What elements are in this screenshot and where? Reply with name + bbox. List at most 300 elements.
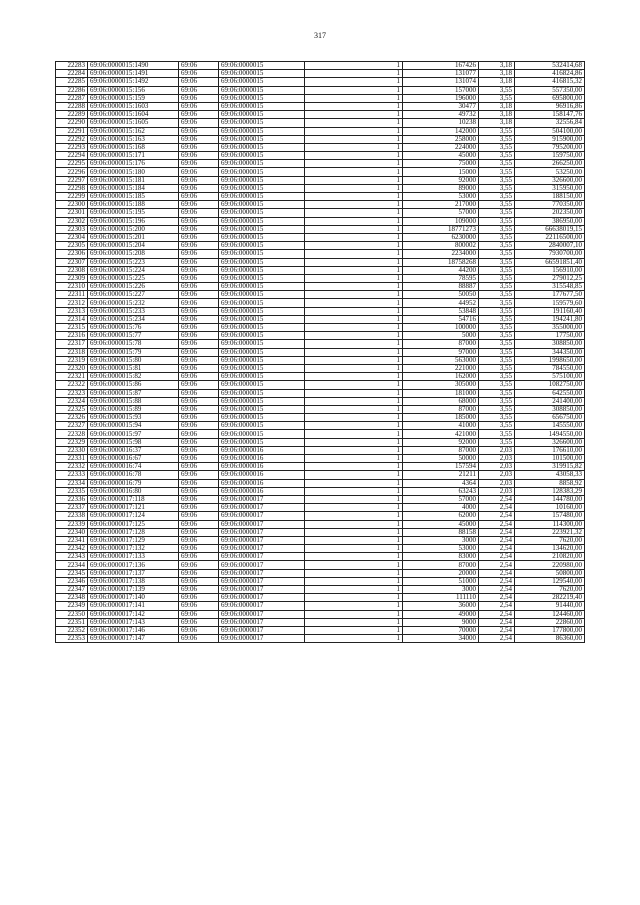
cadastral-value-cell: 770350,00	[515, 201, 585, 209]
quarter-number-cell: 69:06:0000015	[219, 111, 305, 119]
count-cell: 1	[305, 373, 403, 381]
count-cell: 1	[305, 626, 403, 634]
area-value-cell: 34000	[403, 635, 479, 643]
area-value-cell: 30477	[403, 102, 479, 110]
district-code-cell: 69:06	[179, 135, 219, 143]
table-row	[56, 471, 585, 479]
table-row	[56, 176, 585, 184]
count-cell: 1	[305, 233, 403, 241]
count-cell: 1	[305, 422, 403, 430]
rate-value-cell: 3,18	[479, 111, 515, 119]
area-value-cell: 21211	[403, 471, 479, 479]
cadastral-value-cell: 656750,00	[515, 414, 585, 422]
table-row	[56, 438, 585, 446]
district-code-cell: 69:06	[179, 168, 219, 176]
rate-value-cell: 3,55	[479, 389, 515, 397]
rate-value-cell: 3,55	[479, 86, 515, 94]
rate-value-cell: 3,55	[479, 307, 515, 315]
row-number-cell: 22335	[56, 487, 88, 495]
cadastral-value-cell: 557350,00	[515, 86, 585, 94]
cadastral-number-cell: 69:06:0000015:196	[88, 217, 179, 225]
rate-value-cell: 3,55	[479, 209, 515, 217]
area-value-cell: 89000	[403, 184, 479, 192]
district-code-cell: 69:06	[179, 446, 219, 454]
district-code-cell: 69:06	[179, 545, 219, 553]
area-value-cell: 92000	[403, 438, 479, 446]
table-row	[56, 364, 585, 372]
table-body	[56, 62, 585, 643]
row-number-cell: 22342	[56, 545, 88, 553]
rate-value-cell: 3,55	[479, 405, 515, 413]
table-row	[56, 504, 585, 512]
area-value-cell: 54716	[403, 315, 479, 323]
cadastral-number-cell: 69:06:0000015:86	[88, 381, 179, 389]
row-number-cell: 22350	[56, 610, 88, 618]
count-cell: 1	[305, 111, 403, 119]
rate-value-cell: 2,54	[479, 561, 515, 569]
cadastral-value-cell: 22116500,00	[515, 233, 585, 241]
cadastral-value-cell: 144780,00	[515, 495, 585, 503]
row-number-cell: 22311	[56, 291, 88, 299]
area-value-cell: 50050	[403, 291, 479, 299]
area-value-cell: 131074	[403, 78, 479, 86]
cadastral-value-cell: 642550,00	[515, 389, 585, 397]
row-number-cell: 22337	[56, 504, 88, 512]
rate-value-cell: 3,55	[479, 373, 515, 381]
rate-value-cell: 2,54	[479, 626, 515, 634]
rate-value-cell: 3,55	[479, 193, 515, 201]
row-number-cell: 22347	[56, 586, 88, 594]
row-number-cell: 22346	[56, 577, 88, 585]
cadastral-number-cell: 69:06:0000017:146	[88, 626, 179, 634]
area-value-cell: 15000	[403, 168, 479, 176]
cadastral-number-cell: 69:06:0000015:181	[88, 176, 179, 184]
cadastral-number-cell: 69:06:0000015:223	[88, 258, 179, 266]
cadastral-value-cell: 504100,00	[515, 127, 585, 135]
count-cell: 1	[305, 324, 403, 332]
rate-value-cell: 3,55	[479, 299, 515, 307]
table-row	[56, 250, 585, 258]
rate-value-cell: 2,54	[479, 520, 515, 528]
district-code-cell: 69:06	[179, 414, 219, 422]
quarter-number-cell: 69:06:0000015	[219, 340, 305, 348]
count-cell: 1	[305, 553, 403, 561]
cadastral-number-cell: 69:06:0000015:208	[88, 250, 179, 258]
table-row	[56, 545, 585, 553]
quarter-number-cell: 69:06:0000017	[219, 504, 305, 512]
quarter-number-cell: 69:06:0000015	[219, 225, 305, 233]
cadastral-value-cell: 223921,32	[515, 528, 585, 536]
cadastral-number-cell: 69:06:0000015:81	[88, 364, 179, 372]
table-row	[56, 463, 585, 471]
table-row	[56, 520, 585, 528]
row-number-cell: 22302	[56, 217, 88, 225]
cadastral-value-cell: 8858,92	[515, 479, 585, 487]
row-number-cell: 22307	[56, 258, 88, 266]
district-code-cell: 69:06	[179, 242, 219, 250]
quarter-number-cell: 69:06:0000015	[219, 274, 305, 282]
quarter-number-cell: 69:06:0000015	[219, 62, 305, 70]
count-cell: 1	[305, 586, 403, 594]
row-number-cell: 22306	[56, 250, 88, 258]
table-row	[56, 307, 585, 315]
table-row	[56, 102, 585, 110]
row-number-cell: 22319	[56, 356, 88, 364]
table-row	[56, 569, 585, 577]
district-code-cell: 69:06	[179, 373, 219, 381]
quarter-number-cell: 69:06:0000016	[219, 487, 305, 495]
row-number-cell: 22309	[56, 274, 88, 282]
district-code-cell: 69:06	[179, 479, 219, 487]
district-code-cell: 69:06	[179, 209, 219, 217]
area-value-cell: 57000	[403, 495, 479, 503]
row-number-cell: 22336	[56, 495, 88, 503]
quarter-number-cell: 69:06:0000015	[219, 242, 305, 250]
table-row	[56, 626, 585, 634]
quarter-number-cell: 69:06:0000017	[219, 594, 305, 602]
count-cell: 1	[305, 184, 403, 192]
table-row	[56, 78, 585, 86]
quarter-number-cell: 69:06:0000017	[219, 618, 305, 626]
cadastral-value-cell: 188150,00	[515, 193, 585, 201]
cadastral-value-cell: 145550,00	[515, 422, 585, 430]
rate-value-cell: 3,55	[479, 332, 515, 340]
cadastral-number-cell: 69:06:0000017:137	[88, 569, 179, 577]
rate-value-cell: 3,18	[479, 119, 515, 127]
row-number-cell: 22299	[56, 193, 88, 201]
cadastral-value-cell: 784550,00	[515, 364, 585, 372]
cadastral-number-cell: 69:06:0000015:162	[88, 127, 179, 135]
cadastral-value-table	[55, 61, 585, 643]
district-code-cell: 69:06	[179, 160, 219, 168]
rate-value-cell: 3,55	[479, 168, 515, 176]
cadastral-value-cell: 266250,00	[515, 160, 585, 168]
quarter-number-cell: 69:06:0000015	[219, 152, 305, 160]
cadastral-number-cell: 69:06:0000015:227	[88, 291, 179, 299]
row-number-cell: 22324	[56, 397, 88, 405]
rate-value-cell: 3,55	[479, 201, 515, 209]
count-cell: 1	[305, 152, 403, 160]
cadastral-number-cell: 69:06:0000017:143	[88, 618, 179, 626]
table-row	[56, 610, 585, 618]
table-row	[56, 193, 585, 201]
area-value-cell: 92000	[403, 176, 479, 184]
cadastral-value-cell: 7930700,00	[515, 250, 585, 258]
row-number-cell: 22316	[56, 332, 88, 340]
district-code-cell: 69:06	[179, 364, 219, 372]
cadastral-number-cell: 69:06:0000016:67	[88, 455, 179, 463]
district-code-cell: 69:06	[179, 397, 219, 405]
area-value-cell: 53000	[403, 193, 479, 201]
rate-value-cell: 3,55	[479, 348, 515, 356]
area-value-cell: 111110	[403, 594, 479, 602]
quarter-number-cell: 69:06:0000017	[219, 520, 305, 528]
row-number-cell: 22339	[56, 520, 88, 528]
rate-value-cell: 3,55	[479, 324, 515, 332]
table-row	[56, 528, 585, 536]
cadastral-value-cell: 795200,00	[515, 143, 585, 151]
rate-value-cell: 3,55	[479, 315, 515, 323]
table-row	[56, 217, 585, 225]
cadastral-number-cell: 69:06:0000017:129	[88, 536, 179, 544]
district-code-cell: 69:06	[179, 389, 219, 397]
quarter-number-cell: 69:06:0000015	[219, 373, 305, 381]
area-value-cell: 50000	[403, 455, 479, 463]
district-code-cell: 69:06	[179, 356, 219, 364]
cadastral-value-cell: 532414,68	[515, 62, 585, 70]
table-row	[56, 495, 585, 503]
table-row	[56, 201, 585, 209]
cadastral-number-cell: 69:06:0000015:159	[88, 94, 179, 102]
table-row	[56, 225, 585, 233]
district-code-cell: 69:06	[179, 487, 219, 495]
area-value-cell: 44952	[403, 299, 479, 307]
district-code-cell: 69:06	[179, 233, 219, 241]
area-value-cell: 45000	[403, 520, 479, 528]
area-value-cell: 224000	[403, 143, 479, 151]
count-cell: 1	[305, 94, 403, 102]
cadastral-number-cell: 69:06:0000015:201	[88, 233, 179, 241]
row-number-cell: 22352	[56, 626, 88, 634]
cadastral-number-cell: 69:06:0000015:76	[88, 324, 179, 332]
area-value-cell: 157000	[403, 86, 479, 94]
area-value-cell: 131077	[403, 70, 479, 78]
count-cell: 1	[305, 528, 403, 536]
rate-value-cell: 2,03	[479, 446, 515, 454]
quarter-number-cell: 69:06:0000017	[219, 610, 305, 618]
cadastral-value-cell: 177800,00	[515, 626, 585, 634]
cadastral-number-cell: 69:06:0000015:93	[88, 414, 179, 422]
cadastral-number-cell: 69:06:0000015:156	[88, 86, 179, 94]
table-row	[56, 135, 585, 143]
count-cell: 1	[305, 242, 403, 250]
cadastral-value-cell: 344350,00	[515, 348, 585, 356]
area-value-cell: 49732	[403, 111, 479, 119]
area-value-cell: 167426	[403, 62, 479, 70]
rate-value-cell: 3,55	[479, 356, 515, 364]
cadastral-number-cell: 69:06:0000015:88	[88, 397, 179, 405]
rate-value-cell: 3,55	[479, 160, 515, 168]
quarter-number-cell: 69:06:0000015	[219, 315, 305, 323]
rate-value-cell: 3,55	[479, 266, 515, 274]
table-row	[56, 389, 585, 397]
area-value-cell: 100000	[403, 324, 479, 332]
rate-value-cell: 3,18	[479, 78, 515, 86]
cadastral-number-cell: 69:06:0000016:79	[88, 479, 179, 487]
rate-value-cell: 2,54	[479, 602, 515, 610]
count-cell: 1	[305, 635, 403, 643]
rate-value-cell: 3,55	[479, 233, 515, 241]
table-row	[56, 340, 585, 348]
cadastral-number-cell: 69:06:0000015:163	[88, 135, 179, 143]
row-number-cell: 22313	[56, 307, 88, 315]
cadastral-number-cell: 69:06:0000017:128	[88, 528, 179, 536]
row-number-cell: 22297	[56, 176, 88, 184]
row-number-cell: 22327	[56, 422, 88, 430]
row-number-cell: 22305	[56, 242, 88, 250]
row-number-cell: 22310	[56, 283, 88, 291]
table-row	[56, 446, 585, 454]
area-value-cell: 36000	[403, 602, 479, 610]
count-cell: 1	[305, 340, 403, 348]
cadastral-number-cell: 69:06:0000017:136	[88, 561, 179, 569]
cadastral-number-cell: 69:06:0000016:78	[88, 471, 179, 479]
cadastral-number-cell: 69:06:0000017:142	[88, 610, 179, 618]
area-value-cell: 185000	[403, 414, 479, 422]
quarter-number-cell: 69:06:0000016	[219, 463, 305, 471]
page-number: 317	[314, 31, 326, 40]
rate-value-cell: 2,03	[479, 463, 515, 471]
district-code-cell: 69:06	[179, 495, 219, 503]
rate-value-cell: 3,55	[479, 176, 515, 184]
rate-value-cell: 3,55	[479, 127, 515, 135]
area-value-cell: 87000	[403, 561, 479, 569]
cadastral-value-cell: 308850,00	[515, 340, 585, 348]
quarter-number-cell: 69:06:0000015	[219, 348, 305, 356]
cadastral-number-cell: 69:06:0000017:118	[88, 495, 179, 503]
count-cell: 1	[305, 78, 403, 86]
table-row	[56, 233, 585, 241]
cadastral-value-cell: 7620,00	[515, 586, 585, 594]
cadastral-value-cell: 66591851,40	[515, 258, 585, 266]
row-number-cell: 22301	[56, 209, 88, 217]
row-number-cell: 22293	[56, 143, 88, 151]
area-value-cell: 75000	[403, 160, 479, 168]
row-number-cell: 22292	[56, 135, 88, 143]
cadastral-value-cell: 96916,86	[515, 102, 585, 110]
quarter-number-cell: 69:06:0000015	[219, 102, 305, 110]
area-value-cell: 4364	[403, 479, 479, 487]
quarter-number-cell: 69:06:0000015	[219, 438, 305, 446]
area-value-cell: 53848	[403, 307, 479, 315]
row-number-cell: 22287	[56, 94, 88, 102]
count-cell: 1	[305, 250, 403, 258]
cadastral-number-cell: 69:06:0000017:147	[88, 635, 179, 643]
district-code-cell: 69:06	[179, 94, 219, 102]
table-row	[56, 209, 585, 217]
count-cell: 1	[305, 332, 403, 340]
cadastral-value-cell: 191160,40	[515, 307, 585, 315]
district-code-cell: 69:06	[179, 471, 219, 479]
cadastral-value-cell: 194241,80	[515, 315, 585, 323]
table-row	[56, 184, 585, 192]
cadastral-number-cell: 69:06:0000015:171	[88, 152, 179, 160]
quarter-number-cell: 69:06:0000016	[219, 446, 305, 454]
count-cell: 1	[305, 414, 403, 422]
count-cell: 1	[305, 364, 403, 372]
count-cell: 1	[305, 594, 403, 602]
cadastral-value-cell: 202350,00	[515, 209, 585, 217]
cadastral-number-cell: 69:06:0000015:1492	[88, 78, 179, 86]
quarter-number-cell: 69:06:0000017	[219, 536, 305, 544]
cadastral-number-cell: 69:06:0000016:80	[88, 487, 179, 495]
district-code-cell: 69:06	[179, 438, 219, 446]
cadastral-value-cell: 416824,86	[515, 70, 585, 78]
cadastral-value-cell: 326600,00	[515, 176, 585, 184]
count-cell: 1	[305, 455, 403, 463]
rate-value-cell: 2,54	[479, 495, 515, 503]
cadastral-value-cell: 326600,00	[515, 438, 585, 446]
table-row	[56, 356, 585, 364]
table-row	[56, 70, 585, 78]
area-value-cell: 9000	[403, 618, 479, 626]
district-code-cell: 69:06	[179, 635, 219, 643]
rate-value-cell: 3,55	[479, 94, 515, 102]
quarter-number-cell: 69:06:0000017	[219, 626, 305, 634]
count-cell: 1	[305, 176, 403, 184]
row-number-cell: 22317	[56, 340, 88, 348]
table-row	[56, 561, 585, 569]
cadastral-number-cell: 69:06:0000015:224	[88, 266, 179, 274]
rate-value-cell: 3,55	[479, 422, 515, 430]
quarter-number-cell: 69:06:0000015	[219, 250, 305, 258]
area-value-cell: 5000	[403, 332, 479, 340]
cadastral-value-cell: 1494550,00	[515, 430, 585, 438]
cadastral-value-cell: 101500,00	[515, 455, 585, 463]
cadastral-number-cell: 69:06:0000015:188	[88, 201, 179, 209]
district-code-cell: 69:06	[179, 143, 219, 151]
quarter-number-cell: 69:06:0000016	[219, 455, 305, 463]
cadastral-value-cell: 308850,00	[515, 405, 585, 413]
area-value-cell: 196000	[403, 94, 479, 102]
cadastral-number-cell: 69:06:0000017:121	[88, 504, 179, 512]
area-value-cell: 258000	[403, 135, 479, 143]
table-row	[56, 324, 585, 332]
area-value-cell: 63243	[403, 487, 479, 495]
count-cell: 1	[305, 610, 403, 618]
count-cell: 1	[305, 307, 403, 315]
quarter-number-cell: 69:06:0000015	[219, 70, 305, 78]
cadastral-number-cell: 69:06:0000015:232	[88, 299, 179, 307]
area-value-cell: 78595	[403, 274, 479, 282]
area-value-cell: 18771273	[403, 225, 479, 233]
quarter-number-cell: 69:06:0000017	[219, 528, 305, 536]
table-row	[56, 381, 585, 389]
rate-value-cell: 3,55	[479, 340, 515, 348]
rate-value-cell: 3,18	[479, 70, 515, 78]
count-cell: 1	[305, 283, 403, 291]
row-number-cell: 22322	[56, 381, 88, 389]
cadastral-value-cell: 355000,00	[515, 324, 585, 332]
rate-value-cell: 3,18	[479, 62, 515, 70]
row-number-cell: 22315	[56, 324, 88, 332]
area-value-cell: 142000	[403, 127, 479, 135]
table-row	[56, 586, 585, 594]
rate-value-cell: 2,54	[479, 536, 515, 544]
rate-value-cell: 3,55	[479, 250, 515, 258]
count-cell: 1	[305, 381, 403, 389]
district-code-cell: 69:06	[179, 553, 219, 561]
cadastral-number-cell: 69:06:0000015:225	[88, 274, 179, 282]
cadastral-value-cell: 2840007,10	[515, 242, 585, 250]
cadastral-value-cell: 315548,85	[515, 283, 585, 291]
area-value-cell: 4000	[403, 504, 479, 512]
cadastral-number-cell: 69:06:0000017:132	[88, 545, 179, 553]
quarter-number-cell: 69:06:0000015	[219, 143, 305, 151]
count-cell: 1	[305, 602, 403, 610]
district-code-cell: 69:06	[179, 258, 219, 266]
area-value-cell: 88158	[403, 528, 479, 536]
quarter-number-cell: 69:06:0000015	[219, 332, 305, 340]
quarter-number-cell: 69:06:0000017	[219, 553, 305, 561]
cadastral-number-cell: 69:06:0000015:1491	[88, 70, 179, 78]
row-number-cell: 22328	[56, 430, 88, 438]
rate-value-cell: 3,55	[479, 143, 515, 151]
count-cell: 1	[305, 225, 403, 233]
count-cell: 1	[305, 438, 403, 446]
row-number-cell: 22314	[56, 315, 88, 323]
cadastral-value-cell: 915900,00	[515, 135, 585, 143]
